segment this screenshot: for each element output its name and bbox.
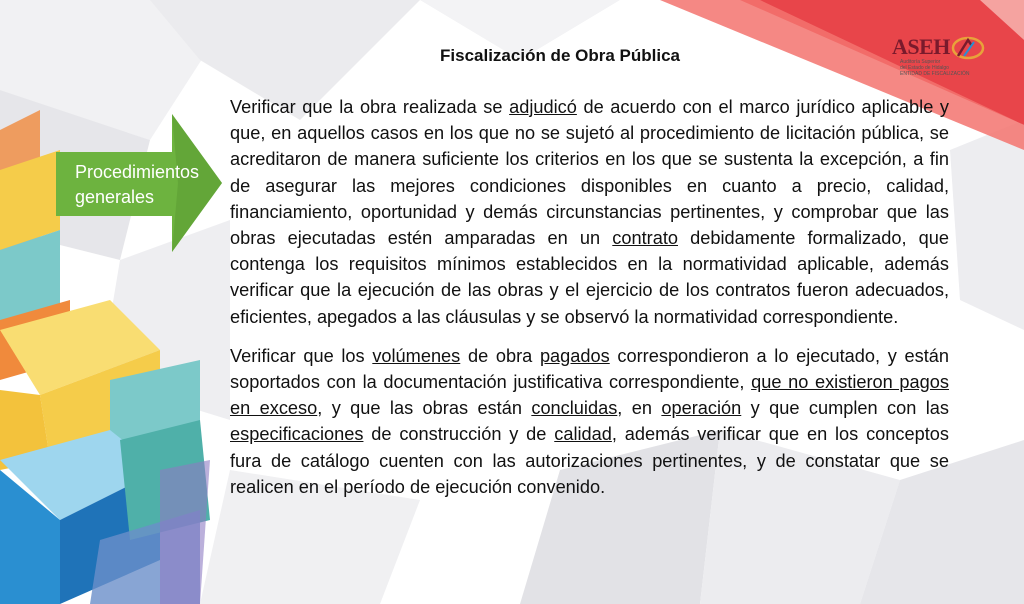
p2-text-7: de construcción y de (363, 424, 555, 445)
p2-underlined-operacion: operación (661, 398, 742, 419)
p1-underlined-adjudico: adjudicó (509, 97, 577, 117)
logo-emblem-icon (950, 36, 986, 60)
p2-underlined-pagados: pagados (539, 345, 610, 366)
logo-wordmark: ASEH (892, 34, 950, 59)
paragraph-2 (230, 343, 949, 500)
slide-body (230, 94, 949, 500)
cube-face (160, 460, 210, 604)
arrow-label (75, 160, 215, 210)
aseh-logo (892, 34, 992, 82)
p2-underlined-volumenes: volúmenes (372, 345, 461, 366)
p1-text-1: Verificar que la obra realizada se (230, 97, 510, 117)
p2-underlined-especificaciones: especificaciones (230, 424, 364, 445)
p2-text-2: de obra (460, 345, 540, 366)
p2-underlined-calidad: calidad (554, 424, 612, 445)
slide-title: Fiscalización de Obra Pública (440, 46, 680, 65)
p1-text-2: de acuerdo con el marco jurídico aplicable y que, en aquellos casos en los que no se sujetó al procedimiento de licitación pública, se acreditaron de manera suficiente los criterios en los que se sustenta la excepción, a fin de asegurar las mejores condiciones disponibles en cuanto a precio, calidad, financiamiento, oportunidad y demás circunstancias pertinentes, y comprobar que las obras ejecutadas estén amparadas en un (230, 97, 950, 249)
bg-facet (950, 120, 1024, 330)
p1-text-3: debidamente formalizado, que contenga los requisitos mínimos establecidos en la normatividad aplicable, además verificar que la ejecución de las obras y el ejercicio de los contratos fueron adecuados, eficientes, apegados a las cláusulas y se observó la normatividad correspondiente. (230, 228, 950, 327)
p2-underlined-concluidas: concluidas (531, 398, 618, 419)
logo-sub-line2: del Estado de Hidalgo (900, 65, 949, 71)
arrow-label-line1: Procedimientos (75, 162, 200, 182)
arrow-label-line2: generales (75, 187, 155, 207)
p2-text-6: y que cumplen con las (741, 398, 949, 419)
logo-subtitle (900, 59, 969, 77)
p2-text-1: Verificar que los (230, 345, 373, 366)
p2-text-5: , en (617, 398, 662, 419)
p2-text-4: , y que las obras están (317, 398, 532, 419)
p2-text-3: correspondieron a lo ejecutado, y están soportados con la documentación justificativa correspondiente, (230, 345, 949, 393)
p2-text-8: , además verificar que en los conceptos fura de catálogo cuenten con las autorizaciones pertinentes, y de constatar que se realicen en el período de ejecución convenido. (230, 424, 950, 497)
logo-sub-line3: ENTIDAD DE FISCALIZACIÓN (900, 71, 970, 77)
p2-underlined-pagos-exceso: que no existieron pagos en exceso (230, 372, 949, 419)
logo-sub-line1: Auditoría Superior (900, 59, 941, 65)
p1-underlined-contrato: contrato (612, 228, 678, 249)
paragraph-1 (230, 94, 949, 330)
